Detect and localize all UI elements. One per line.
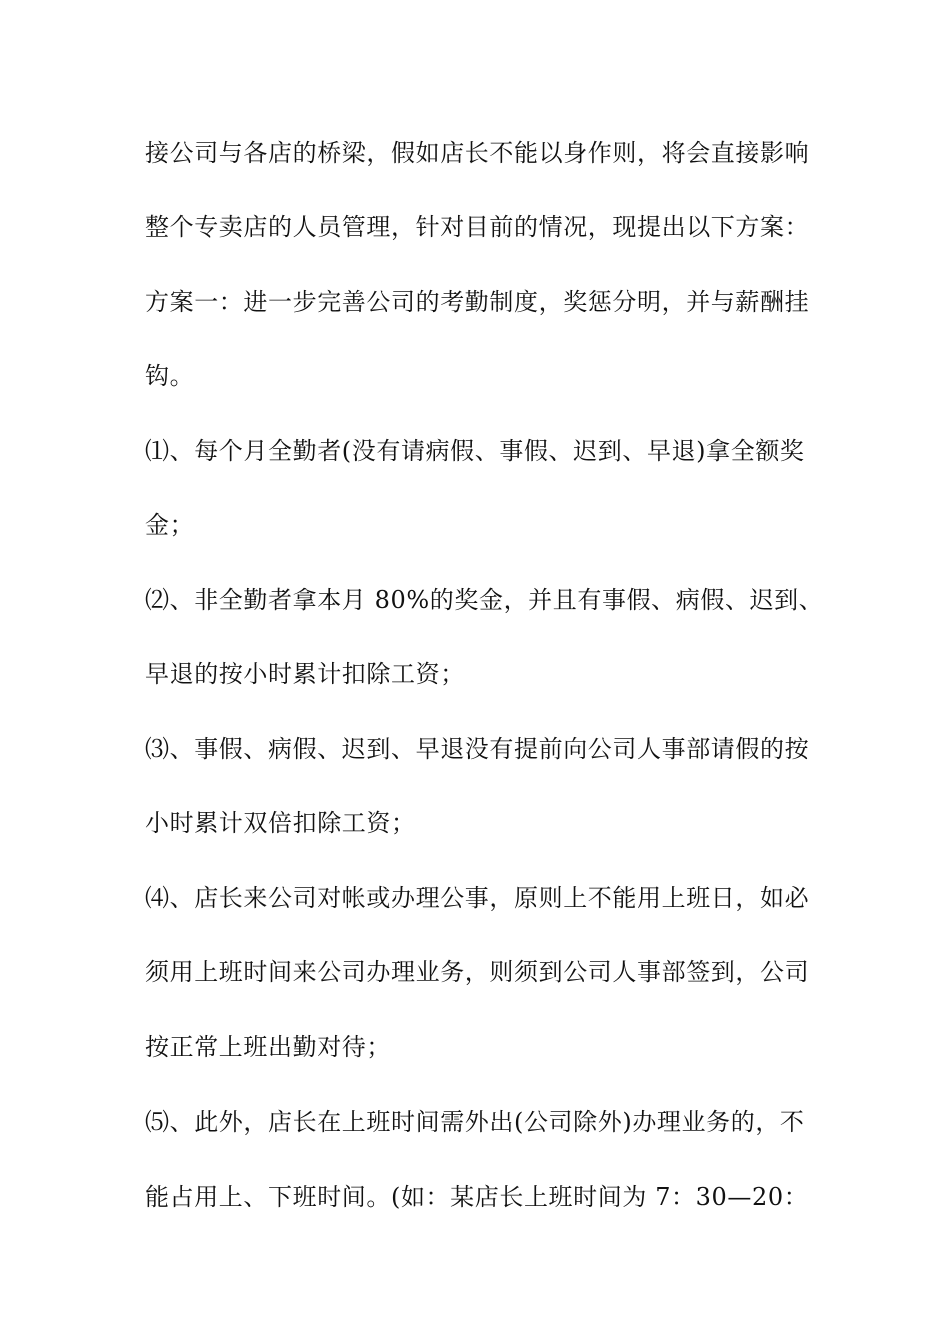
text-line: 钩。	[145, 362, 195, 390]
text-line: ⑸、此外，店长在上班时间需外出(公司除外)办理业务的，不	[145, 1108, 805, 1136]
text-line: ⑶、事假、病假、迟到、早退没有提前向公司人事部请假的按	[145, 735, 810, 763]
text-line: 按正常上班出勤对待；	[145, 1033, 391, 1061]
text-line: 早退的按小时累计扣除工资；	[145, 660, 465, 688]
text-line: ⑴、每个月全勤者(没有请病假、事假、迟到、早退)拿全额奖	[145, 437, 805, 465]
text-line: 接公司与各店的桥梁，假如店长不能以身作则，将会直接影响	[145, 139, 810, 167]
text-line: 整个专卖店的人员管理，针对目前的情况，现提出以下方案：	[145, 213, 810, 241]
text-line: 须用上班时间来公司办理业务，则须到公司人事部签到，公司	[145, 958, 810, 986]
text-line: 小时累计双倍扣除工资；	[145, 809, 416, 837]
text-line: 方案一：进一步完善公司的考勤制度，奖惩分明，并与薪酬挂	[145, 288, 810, 316]
text-line: ⑵、非全勤者拿本月 80%的奖金，并且有事假、病假、迟到、	[145, 586, 824, 614]
text-line: 金；	[145, 511, 195, 539]
text-line: 能占用上、下班时间。(如：某店长上班时间为 7：30—20：	[145, 1183, 809, 1211]
text-line: ⑷、店长来公司对帐或办理公事，原则上不能用上班日，如必	[145, 884, 810, 912]
